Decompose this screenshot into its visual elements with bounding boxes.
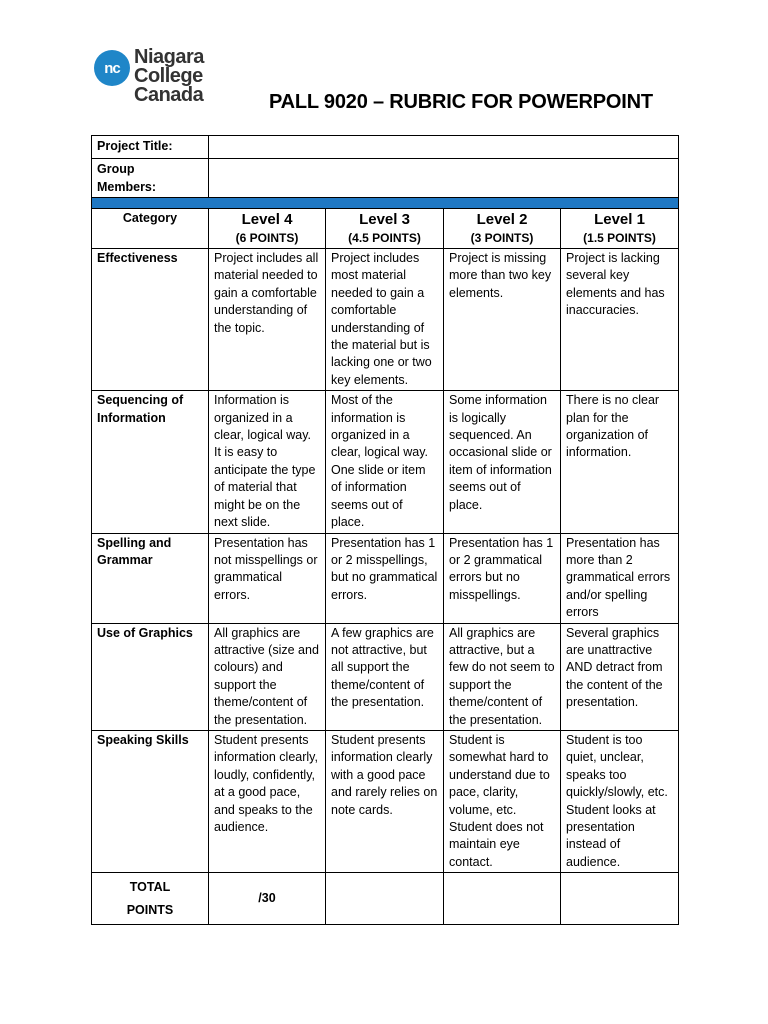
row-category-label: Use of Graphics	[92, 623, 209, 730]
rubric-row-graphics	[92, 623, 679, 730]
criteria-cell-level-1: Project is lacking several key elements and has inaccuracies.	[561, 249, 679, 391]
row-category-label: Speaking Skills	[92, 730, 209, 872]
project-title-label: Project Title:	[92, 136, 209, 159]
criteria-cell-level-2: All graphics are attractive, but a few do not seem to support the theme/content of the presentation.	[444, 623, 561, 730]
criteria-cell-level-1: Presentation has more than 2 grammatical errors and/or spelling errors	[561, 533, 679, 623]
column-header-row	[92, 209, 679, 249]
level-4-points: (6 POINTS)	[235, 231, 299, 245]
criteria-cell-level-2: Presentation has 1 or 2 grammatical errors but no misspellings.	[444, 533, 561, 623]
group-members-row	[92, 159, 679, 198]
total-label-line-2: POINTS	[126, 902, 174, 917]
criteria-cell-level-4: Student presents information clearly, loudly, confidently, at a good pace, and speaks to the audience.	[209, 730, 326, 872]
criteria-cell-level-4: Project includes all material needed to gain a comfortable understanding of the topic.	[209, 249, 326, 391]
divider-bar-cell	[92, 198, 679, 209]
group-members-label	[92, 159, 209, 198]
project-title-field[interactable]	[209, 136, 679, 159]
logo-mark-icon: nc	[94, 50, 130, 86]
total-points-value[interactable]: /30	[209, 873, 326, 925]
criteria-cell-level-4: Presentation has not misspellings or grammatical errors.	[209, 533, 326, 623]
criteria-cell-level-1: Student is too quiet, unclear, speaks too quickly/slowly, etc. Student looks at presentation instead of audience.	[561, 730, 679, 872]
level-2-points: (3 POINTS)	[470, 231, 534, 245]
criteria-cell-level-1: Several graphics are unattractive AND detract from the content of the presentation.	[561, 623, 679, 730]
level-4-name: Level 4	[241, 211, 293, 228]
level-1-points: (1.5 POINTS)	[583, 231, 656, 245]
row-category-label: Sequencing of Information	[92, 391, 209, 533]
logo-line-3: Canada	[134, 84, 204, 106]
logo-line-2: College	[134, 65, 203, 87]
level-1-name: Level 1	[594, 211, 645, 228]
criteria-cell-level-3: Project includes most material needed to gain a comfortable understanding of the material but is lacking one or two key elements.	[326, 249, 444, 391]
logo-line-1: Niagara	[134, 46, 204, 68]
rubric-row-speaking	[92, 730, 679, 872]
total-blank-cell	[561, 873, 679, 925]
criteria-cell-level-1: There is no clear plan for the organization of information.	[561, 391, 679, 533]
total-blank-cell	[326, 873, 444, 925]
rubric-row-sequencing	[92, 391, 679, 533]
total-label-line-1: TOTAL	[129, 879, 171, 894]
criteria-cell-level-4: Information is organized in a clear, logical way. It is easy to anticipate the type of material that might be on the next slide.	[209, 391, 326, 533]
divider-bar	[92, 198, 679, 209]
project-title-row	[92, 136, 679, 159]
total-points-label	[92, 873, 209, 925]
level-3-points: (4.5 POINTS)	[348, 231, 421, 245]
row-category-label: Effectiveness	[92, 249, 209, 391]
level-2-name: Level 2	[476, 211, 528, 228]
criteria-cell-level-3: Most of the information is organized in a clear, logical way. One slide or item of information seems out of place.	[326, 391, 444, 533]
criteria-cell-level-3: Presentation has 1 or 2 misspellings, but no grammatical errors.	[326, 533, 444, 623]
level-4-header	[209, 209, 326, 249]
criteria-cell-level-3: Student presents information clearly with a good pace and rarely relies on note cards.	[326, 730, 444, 872]
rubric-row-effectiveness	[92, 249, 679, 391]
total-blank-cell	[444, 873, 561, 925]
level-3-header	[326, 209, 444, 249]
level-1-header	[561, 209, 679, 249]
category-column-header: Category	[92, 209, 209, 249]
criteria-cell-level-2: Student is somewhat hard to understand due to pace, clarity, volume, etc. Student does not maintain eye contact.	[444, 730, 561, 872]
group-members-label-line-1: Group	[97, 162, 135, 176]
group-members-label-line-2: Members:	[97, 180, 157, 194]
document-title: PALL 9020 – RUBRIC FOR POWERPOINT	[269, 91, 653, 113]
criteria-cell-level-4: All graphics are attractive (size and colours) and support the theme/content of the presentation.	[209, 623, 326, 730]
criteria-cell-level-2: Project is missing more than two key elements.	[444, 249, 561, 391]
logo-wordmark	[134, 48, 204, 105]
level-3-name: Level 3	[359, 211, 410, 228]
criteria-cell-level-3: A few graphics are not attractive, but all support the theme/content of the presentation.	[326, 623, 444, 730]
rubric-table	[91, 135, 679, 925]
level-2-header	[444, 209, 561, 249]
criteria-cell-level-2: Some information is logically sequenced. An occasional slide or item of information seems out of place.	[444, 391, 561, 533]
college-logo	[94, 46, 214, 112]
group-members-field[interactable]	[209, 159, 679, 198]
row-category-label: Spelling and Grammar	[92, 533, 209, 623]
rubric-row-spelling-grammar	[92, 533, 679, 623]
total-row	[92, 873, 679, 925]
